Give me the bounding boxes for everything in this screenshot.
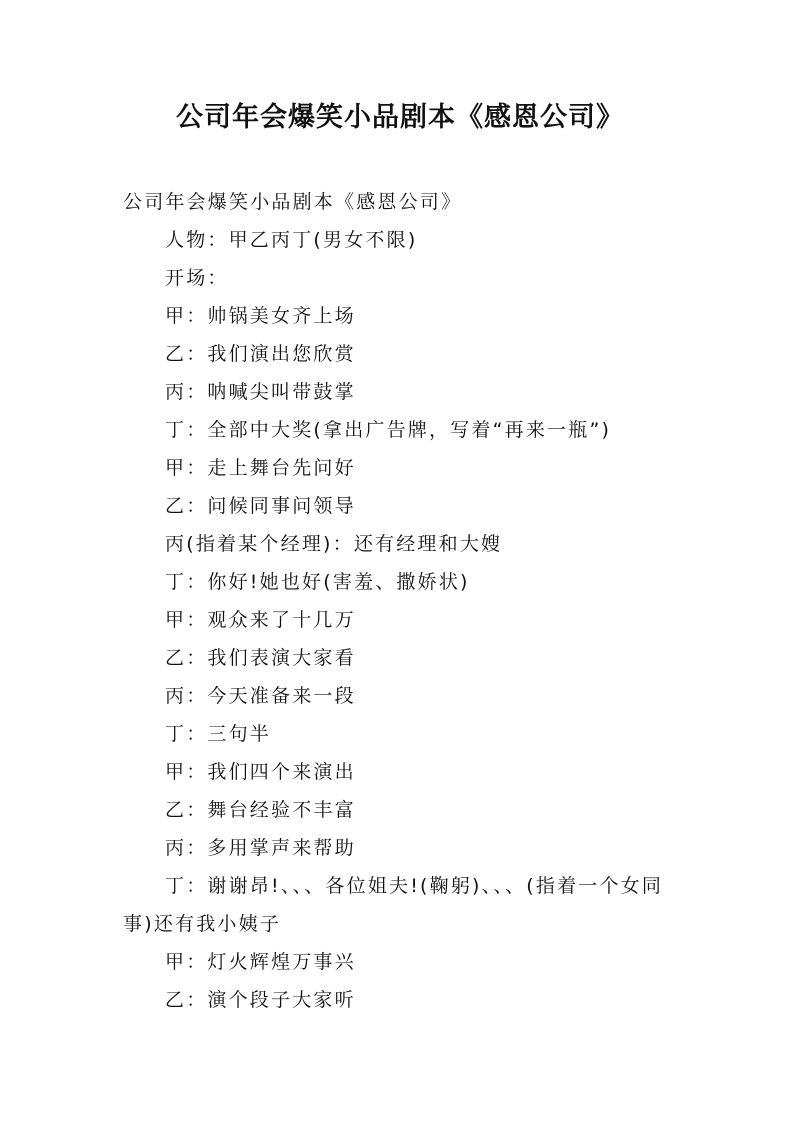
script-line: 乙：我们表演大家看	[165, 647, 356, 669]
script-line: 甲：观众来了十几万	[165, 609, 356, 631]
cast-line: 人物：甲乙丙丁(男女不限)	[165, 229, 418, 251]
script-line: 乙：舞台经验不丰富	[165, 799, 356, 821]
script-line: 乙：我们演出您欣赏	[165, 343, 356, 365]
script-line: 乙：问候同事问领导	[165, 495, 356, 517]
script-line: 丁：谢谢昂!、、、各位姐夫!(鞠躬)、、、(指着一个女同	[165, 875, 664, 897]
script-line: 甲：我们四个来演出	[165, 761, 356, 783]
script-line: 丁：全部中大奖(拿出广告牌，写着“再来一瓶”)	[165, 419, 612, 441]
script-line: 丙：多用掌声来帮助	[165, 837, 356, 859]
script-line-continuation: 事)还有我小姨子	[123, 913, 282, 935]
script-line: 甲：灯火辉煌万事兴	[165, 951, 356, 973]
body-heading: 公司年会爆笑小品剧本《感恩公司》	[123, 191, 463, 213]
document-body	[123, 183, 683, 1019]
script-line: 丁：三句半	[165, 723, 272, 745]
document-title: 公司年会爆笑小品剧本《感恩公司》	[176, 102, 624, 133]
script-line: 丙(指着某个经理)：还有经理和大嫂	[165, 533, 503, 555]
script-line: 丙：呐喊尖叫带鼓掌	[165, 381, 356, 403]
script-line: 丁：你好!她也好(害羞、撒娇状)	[165, 571, 470, 593]
script-line: 甲：帅锅美女齐上场	[165, 305, 356, 327]
opening-label: 开场：	[165, 267, 229, 289]
script-line: 甲：走上舞台先问好	[165, 457, 356, 479]
script-line: 丙：今天准备来一段	[165, 685, 356, 707]
script-line: 乙：演个段子大家听	[165, 989, 356, 1011]
